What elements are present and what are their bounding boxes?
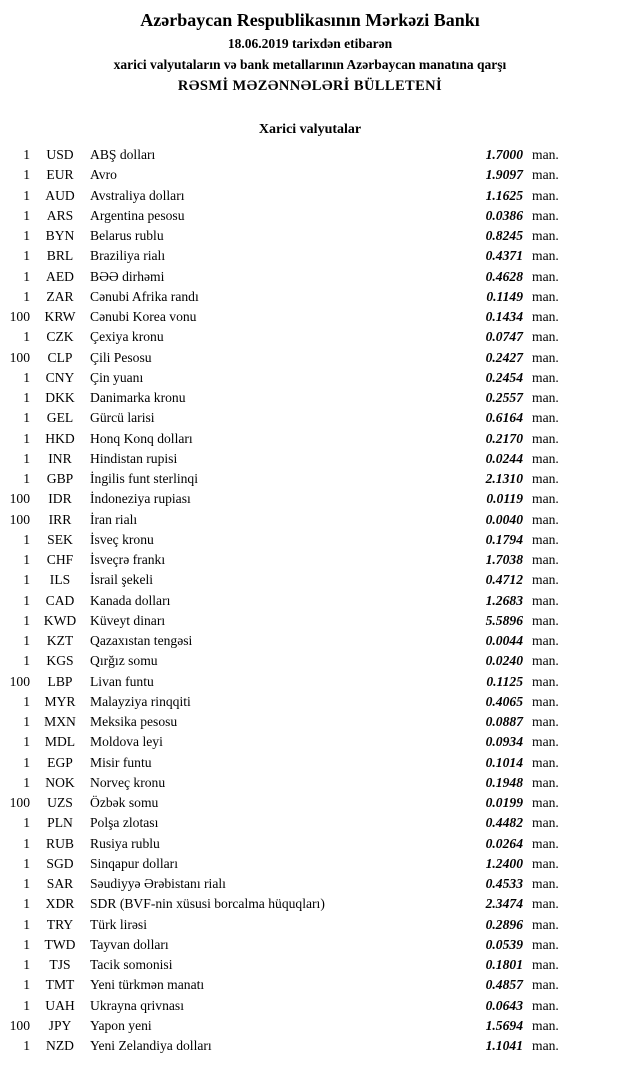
- rate-value: 0.1801: [485, 957, 523, 972]
- unit-label: man.: [532, 511, 559, 527]
- currency-name: Danimarka kronu: [90, 390, 186, 405]
- currency-row: [0, 672, 620, 692]
- currency-row: [0, 489, 620, 509]
- unit-label: man.: [532, 693, 559, 709]
- quantity: 1: [23, 390, 30, 405]
- currency-code: SAR: [46, 876, 74, 891]
- currency-code: MDL: [44, 734, 76, 750]
- quantity: 1: [23, 633, 30, 648]
- currency-name: Qazaxıstan tengəsi: [90, 633, 193, 648]
- currency-name: Meksika pesosu: [90, 714, 178, 729]
- bulletin-title: RƏSMİ MƏZƏNNƏLƏRİ BÜLLETENİ: [177, 78, 443, 94]
- rate-value: 0.0643: [485, 997, 523, 1013]
- quantity: 1: [23, 147, 30, 162]
- quantity: 1: [23, 552, 30, 567]
- currency-code: PLN: [47, 815, 73, 831]
- currency-code: JPY: [48, 1017, 72, 1033]
- rate-value: 1.9097: [485, 167, 523, 183]
- currency-code: CLP: [47, 349, 73, 365]
- rate-value: 1.7000: [485, 147, 523, 162]
- currency-row: [0, 368, 620, 388]
- unit-label: man.: [532, 734, 559, 750]
- currency-code: EGP: [47, 754, 73, 770]
- currency-row: [0, 935, 620, 955]
- unit-label: man.: [532, 977, 559, 993]
- unit-label: man.: [532, 754, 559, 770]
- currency-row: [0, 408, 620, 428]
- unit-label: man.: [532, 207, 559, 223]
- unit-label: man.: [532, 167, 559, 183]
- currency-name: İngilis funt sterlinqi: [90, 471, 198, 486]
- quantity: 1: [23, 693, 30, 709]
- rate-value: 0.0040: [485, 511, 523, 527]
- quantity: 1: [23, 896, 30, 912]
- currency-row: [0, 145, 620, 165]
- currency-code: CHF: [46, 552, 74, 567]
- unit-label: man.: [532, 633, 559, 648]
- unit-label: man.: [532, 714, 559, 729]
- rate-value: 0.8245: [485, 228, 523, 243]
- currency-row: [0, 854, 620, 874]
- currency-row: [0, 732, 620, 752]
- currency-name: Hindistan rupisi: [90, 450, 178, 466]
- currency-row: [0, 429, 620, 449]
- rate-value: 0.1014: [485, 754, 523, 770]
- quantity: 1: [23, 916, 30, 932]
- unit-label: man.: [532, 309, 559, 324]
- currency-name: Braziliya rialı: [90, 248, 166, 264]
- currency-row: [0, 570, 620, 590]
- rate-value: 1.2400: [485, 855, 523, 871]
- rate-value: 1.5694: [485, 1017, 523, 1033]
- rate-value: 0.2427: [485, 349, 523, 365]
- rate-value: 0.1125: [486, 673, 523, 689]
- unit-label: man.: [532, 187, 559, 203]
- currency-name: Yeni türkmən manatı: [90, 977, 205, 993]
- quantity: 1: [23, 957, 30, 972]
- unit-label: man.: [532, 1017, 559, 1033]
- rate-value: 0.1948: [485, 774, 523, 790]
- rate-value: 2.1310: [485, 471, 523, 486]
- quantity: 1: [23, 714, 30, 729]
- quantity: 1: [23, 815, 30, 831]
- unit-label: man.: [532, 795, 559, 810]
- quantity: 1: [23, 410, 30, 426]
- currency-row: [0, 388, 620, 408]
- currency-code: UAH: [45, 997, 75, 1013]
- currency-code: RUB: [46, 835, 74, 851]
- currency-code: HKD: [45, 430, 75, 446]
- subtitle-line: xarici valyutaların və bank metallarının Azərbaycan manatına qarşı: [113, 57, 507, 72]
- currency-row: [0, 591, 620, 611]
- quantity: 1: [23, 592, 30, 608]
- currency-row: [0, 1036, 620, 1056]
- quantity: 1: [23, 167, 30, 183]
- rate-value: 0.4712: [485, 572, 523, 588]
- currency-code: NZD: [46, 1038, 74, 1053]
- currency-code: TMT: [45, 977, 75, 993]
- rate-value: 5.5896: [485, 612, 523, 628]
- currency-row: [0, 530, 620, 550]
- currency-name: Gürcü larisi: [90, 410, 155, 426]
- currency-row: [0, 165, 620, 185]
- currency-row: [0, 611, 620, 631]
- currency-name: Avstraliya dolları: [90, 187, 185, 203]
- rate-value: 0.0386: [485, 207, 523, 223]
- quantity: 1: [23, 268, 30, 284]
- bank-title: Azərbaycan Respublikasının Mərkəzi Bankı: [140, 10, 480, 30]
- quantity: 1: [23, 572, 30, 588]
- currency-row: [0, 753, 620, 773]
- currency-name: Norveç kronu: [90, 774, 166, 790]
- currency-code: GBP: [46, 471, 74, 486]
- currency-row: [0, 186, 620, 206]
- currency-row: [0, 773, 620, 793]
- unit-label: man.: [532, 997, 559, 1013]
- rate-value: 0.4482: [485, 815, 523, 831]
- rate-value: 0.0887: [485, 714, 523, 729]
- quantity: 100: [9, 1017, 30, 1033]
- currency-code: ZAR: [46, 288, 74, 304]
- quantity: 1: [23, 288, 30, 304]
- currency-row: [0, 348, 620, 368]
- currency-row: [0, 206, 620, 226]
- unit-label: man.: [532, 390, 559, 405]
- rate-value: 0.0539: [485, 936, 523, 952]
- currency-row: [0, 996, 620, 1016]
- unit-label: man.: [532, 835, 559, 851]
- currency-name: Ukrayna qrivnası: [90, 997, 184, 1013]
- rate-value: 0.0240: [485, 653, 523, 669]
- currency-code: KRW: [44, 309, 76, 324]
- unit-label: man.: [532, 592, 559, 608]
- currency-code: ILS: [49, 572, 71, 588]
- unit-label: man.: [532, 531, 559, 547]
- currency-code: GEL: [46, 410, 74, 426]
- unit-label: man.: [532, 268, 559, 284]
- currency-code: DKK: [45, 390, 75, 405]
- quantity: 1: [23, 936, 30, 952]
- unit-label: man.: [532, 936, 559, 952]
- quantity: 1: [23, 734, 30, 750]
- currency-row: [0, 975, 620, 995]
- currency-rate-table: [0, 145, 620, 1056]
- unit-label: man.: [532, 815, 559, 831]
- currency-row: [0, 712, 620, 732]
- currency-row: [0, 692, 620, 712]
- quantity: 1: [23, 430, 30, 446]
- currency-code: EUR: [46, 167, 74, 183]
- quantity: 1: [23, 471, 30, 486]
- currency-code: KGS: [46, 653, 74, 669]
- unit-label: man.: [532, 896, 559, 912]
- unit-label: man.: [532, 349, 559, 365]
- currency-code: AED: [46, 268, 74, 284]
- unit-label: man.: [532, 430, 559, 446]
- quantity: 1: [23, 531, 30, 547]
- rate-value: 0.2896: [485, 916, 523, 932]
- rate-value: 0.2170: [485, 430, 523, 446]
- rate-value: 0.1794: [485, 531, 523, 547]
- quantity: 1: [23, 977, 30, 993]
- currency-name: Avro: [90, 167, 117, 183]
- currency-name: Rusiya rublu: [90, 835, 160, 851]
- currency-name: ABŞ dolları: [90, 147, 156, 162]
- rate-value: 0.2454: [485, 369, 523, 385]
- currency-row: [0, 550, 620, 570]
- quantity: 1: [23, 248, 30, 264]
- currency-code: XDR: [45, 896, 75, 912]
- currency-name: Yeni Zelandiya dolları: [90, 1038, 212, 1053]
- quantity: 1: [23, 369, 30, 385]
- currency-row: [0, 469, 620, 489]
- currency-name: İsveçrə frankı: [90, 552, 166, 567]
- quantity: 1: [23, 1038, 30, 1053]
- unit-label: man.: [532, 957, 559, 972]
- currency-name: Səudiyyə Ərəbistanı rialı: [90, 876, 226, 891]
- unit-label: man.: [532, 329, 559, 345]
- quantity: 1: [23, 876, 30, 891]
- unit-label: man.: [532, 248, 559, 264]
- unit-label: man.: [532, 653, 559, 669]
- currency-code: SEK: [47, 531, 73, 547]
- unit-label: man.: [532, 552, 559, 567]
- currency-code: ARS: [46, 207, 74, 223]
- currency-name: SDR (BVF-nin xüsusi borcalma hüquqları): [90, 896, 325, 912]
- rate-value: 1.7038: [485, 552, 523, 567]
- currency-code: UZS: [47, 795, 73, 810]
- currency-name: Türk lirəsi: [90, 916, 148, 932]
- rate-value: 0.0244: [485, 450, 523, 466]
- currency-name: Argentina pesosu: [90, 207, 185, 223]
- quantity: 100: [9, 309, 30, 324]
- unit-label: man.: [532, 491, 559, 507]
- currency-code: TRY: [46, 916, 74, 932]
- currency-row: [0, 793, 620, 813]
- quantity: 100: [9, 511, 30, 527]
- currency-name: İsrail şekeli: [90, 572, 154, 588]
- rate-value: 0.0199: [485, 795, 523, 810]
- quantity: 1: [23, 612, 30, 628]
- quantity: 100: [9, 491, 30, 507]
- unit-label: man.: [532, 673, 559, 689]
- currency-name: Moldova leyi: [90, 734, 163, 750]
- unit-label: man.: [532, 916, 559, 932]
- currency-code: IRR: [48, 511, 72, 527]
- unit-label: man.: [532, 147, 559, 162]
- currency-name: Honq Konq dolları: [90, 430, 193, 446]
- quantity: 1: [23, 754, 30, 770]
- quantity: 1: [23, 329, 30, 345]
- currency-name: Belarus rublu: [90, 228, 164, 243]
- currency-row: [0, 1016, 620, 1036]
- currency-row: [0, 327, 620, 347]
- currency-name: İndoneziya rupiası: [90, 491, 191, 507]
- unit-label: man.: [532, 288, 559, 304]
- currency-code: NOK: [45, 774, 75, 790]
- rate-value: 0.4065: [485, 693, 523, 709]
- currency-name: İsveç kronu: [90, 531, 154, 547]
- quantity: 1: [23, 774, 30, 790]
- rate-value: 0.1149: [486, 288, 523, 304]
- rate-value: 0.0934: [485, 734, 523, 750]
- currency-row: [0, 307, 620, 327]
- currency-row: [0, 449, 620, 469]
- rate-value: 0.6164: [485, 410, 523, 426]
- currency-row: [0, 510, 620, 530]
- currency-name: Misir funtu: [90, 754, 152, 770]
- unit-label: man.: [532, 450, 559, 466]
- currency-name: Çili Pesosu: [90, 349, 152, 365]
- rate-value: 0.1434: [485, 309, 523, 324]
- quantity: 1: [23, 187, 30, 203]
- unit-label: man.: [532, 369, 559, 385]
- rate-value: 0.4628: [485, 268, 523, 284]
- rate-value: 2.3474: [485, 896, 523, 912]
- currency-code: INR: [48, 450, 72, 466]
- unit-label: man.: [532, 572, 559, 588]
- rate-value: 0.4857: [485, 977, 523, 993]
- bulletin-header: [0, 10, 620, 95]
- currency-row: [0, 874, 620, 894]
- currency-row: [0, 246, 620, 266]
- currency-name: Çin yuanı: [90, 369, 144, 385]
- currency-name: Yapon yeni: [90, 1017, 152, 1033]
- currency-row: [0, 631, 620, 651]
- currency-code: KZT: [46, 633, 74, 648]
- rate-value: 1.2683: [485, 592, 523, 608]
- currency-row: [0, 813, 620, 833]
- currency-name: Malayziya rinqqiti: [90, 693, 191, 709]
- quantity: 1: [23, 228, 30, 243]
- currency-code: AUD: [45, 187, 75, 203]
- effective-date-line: 18.06.2019 tarixdən etibarən: [227, 36, 393, 51]
- rate-value: 0.0264: [485, 835, 523, 851]
- currency-code: LBP: [47, 673, 73, 689]
- currency-code: BRL: [46, 248, 74, 264]
- currency-name: İran rialı: [90, 511, 138, 527]
- quantity: 100: [9, 673, 30, 689]
- currency-name: Sinqapur dolları: [90, 855, 178, 871]
- unit-label: man.: [532, 855, 559, 871]
- currency-row: [0, 894, 620, 914]
- currency-name: Tayvan dolları: [90, 936, 169, 952]
- currency-name: BƏƏ dirhəmi: [90, 268, 165, 284]
- quantity: 1: [23, 207, 30, 223]
- currency-code: KWD: [43, 612, 77, 628]
- unit-label: man.: [532, 228, 559, 243]
- unit-label: man.: [532, 471, 559, 486]
- currency-row: [0, 915, 620, 935]
- currency-name: Özbək somu: [90, 795, 159, 810]
- currency-code: IDR: [48, 491, 72, 507]
- unit-label: man.: [532, 612, 559, 628]
- rate-value: 0.2557: [485, 390, 523, 405]
- currency-row: [0, 287, 620, 307]
- rate-value: 1.1041: [485, 1038, 523, 1053]
- rate-value: 0.0044: [485, 633, 523, 648]
- currency-code: MYR: [44, 693, 76, 709]
- currency-name: Küveyt dinarı: [90, 612, 166, 628]
- rate-value: 0.4533: [485, 876, 523, 891]
- rate-value: 0.0119: [486, 491, 523, 507]
- unit-label: man.: [532, 1038, 559, 1053]
- currency-row: [0, 226, 620, 246]
- currency-row: [0, 267, 620, 287]
- currency-code: CZK: [46, 329, 74, 345]
- quantity: 1: [23, 653, 30, 669]
- currency-code: CNY: [45, 369, 75, 385]
- quantity: 100: [9, 349, 30, 365]
- currency-row: [0, 834, 620, 854]
- quantity: 1: [23, 835, 30, 851]
- currency-row: [0, 955, 620, 975]
- currency-code: MXN: [44, 714, 76, 729]
- currency-name: Tacik somonisi: [90, 957, 173, 972]
- rate-value: 1.1625: [485, 187, 523, 203]
- currency-code: SGD: [46, 855, 74, 871]
- currency-name: Cənubi Korea vonu: [90, 309, 197, 324]
- currency-row: [0, 651, 620, 671]
- quantity: 1: [23, 997, 30, 1013]
- currency-code: USD: [46, 147, 74, 162]
- currency-code: TJS: [49, 957, 71, 972]
- quantity: 100: [9, 795, 30, 810]
- currency-name: Cənubi Afrika randı: [90, 288, 199, 304]
- currency-name: Kanada dolları: [90, 592, 171, 608]
- currency-code: CAD: [45, 592, 75, 608]
- currency-name: Livan funtu: [90, 673, 154, 689]
- rate-value: 0.4371: [485, 248, 523, 264]
- quantity: 1: [23, 855, 30, 871]
- currency-name: Polşa zlotası: [90, 815, 159, 831]
- unit-label: man.: [532, 774, 559, 790]
- currency-name: Qırğız somu: [90, 653, 158, 669]
- unit-label: man.: [532, 410, 559, 426]
- section-title: Xarici valyutalar: [258, 122, 362, 137]
- quantity: 1: [23, 450, 30, 466]
- unit-label: man.: [532, 876, 559, 891]
- currency-name: Çexiya kronu: [90, 329, 164, 345]
- rate-value: 0.0747: [485, 329, 523, 345]
- currency-code: BYN: [45, 228, 75, 243]
- currency-code: TWD: [44, 936, 76, 952]
